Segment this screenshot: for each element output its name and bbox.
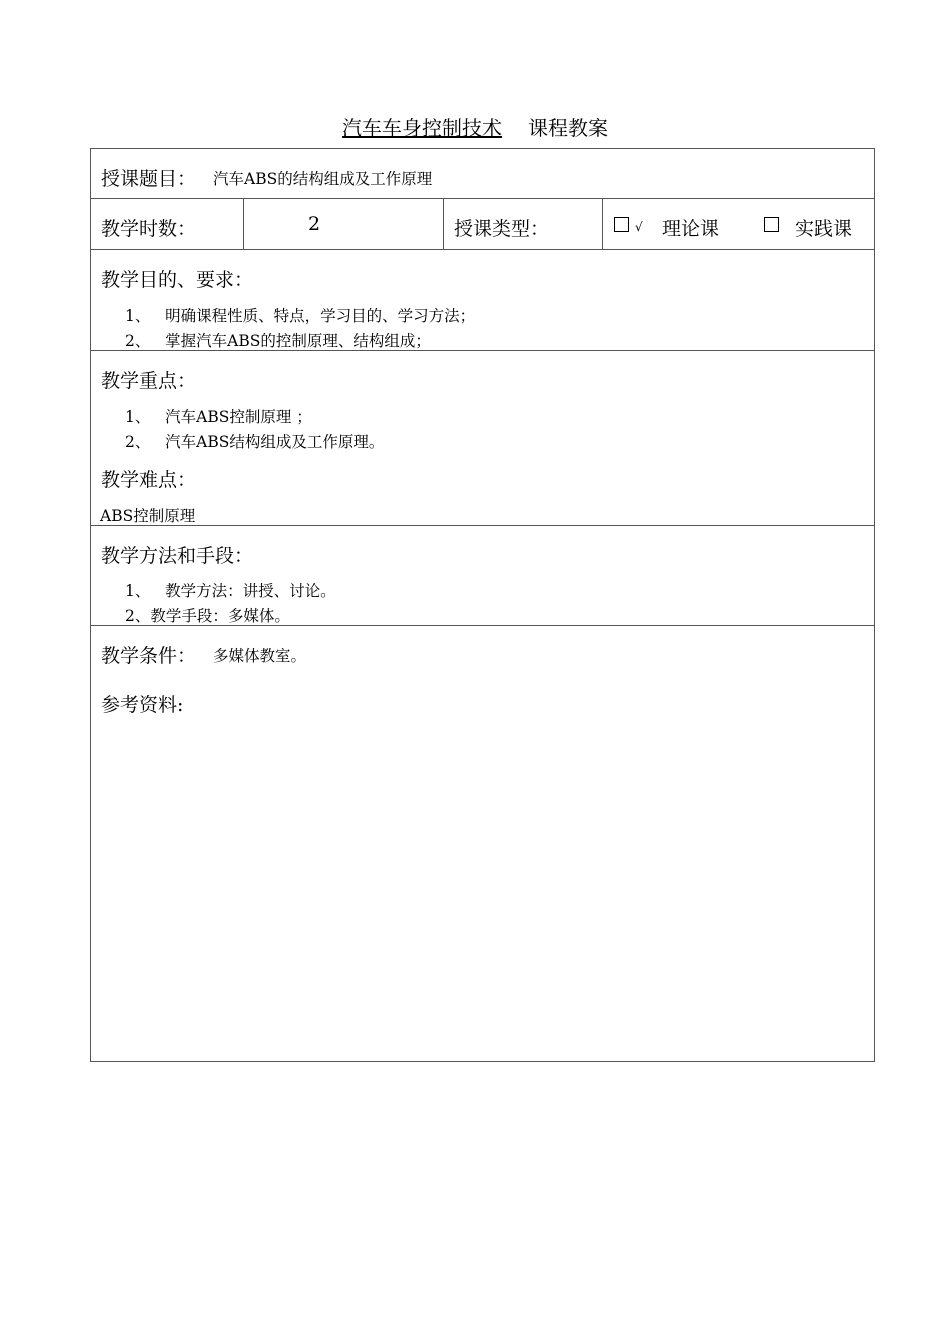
references-label: 参考资料:: [101, 694, 184, 716]
course-name: 汽车车身控制技术: [342, 116, 502, 140]
lesson-plan-table: [90, 148, 875, 1062]
theory-checkbox[interactable]: [614, 217, 629, 232]
hours-row: [91, 199, 874, 250]
theory-option[interactable]: [614, 216, 643, 235]
difficulties-value: ABS控制原理: [100, 507, 196, 525]
topic-label: 授课题目：: [101, 168, 197, 190]
objective-item: 1、 明确课程性质、特点，学习目的、学习方法；: [125, 307, 476, 325]
objectives-row: [91, 250, 874, 351]
methods-row: [91, 526, 874, 626]
theory-label: 理论课: [662, 218, 720, 240]
practice-option[interactable]: [764, 216, 779, 235]
key-point-item: 1、 汽车ABS控制原理 ；: [125, 408, 312, 426]
type-label: 授课类型：: [454, 218, 550, 240]
method-item: 2、教学手段：多媒体。: [125, 607, 290, 625]
doc-type: 课程教案: [528, 116, 608, 140]
divider: [602, 199, 603, 249]
hours-value: 2: [308, 213, 321, 235]
check-mark: √: [635, 220, 643, 234]
conditions-value: 多媒体教室。: [213, 647, 307, 665]
objectives-label: 教学目的、要求：: [101, 269, 254, 291]
difficulties-label: 教学难点：: [101, 469, 197, 491]
method-item: 1、 教学方法：讲授、讨论。: [125, 582, 336, 600]
document-title: [0, 112, 950, 141]
key-points-row: [91, 351, 874, 526]
objective-item: 2、 掌握汽车ABS的控制原理、结构组成；: [125, 332, 431, 350]
key-points-label: 教学重点：: [101, 370, 197, 392]
conditions-label: 教学条件：: [101, 645, 197, 667]
divider: [243, 199, 244, 249]
topic-value: 汽车ABS的结构组成及工作原理: [213, 170, 433, 188]
key-point-item: 2、 汽车ABS结构组成及工作原理。: [125, 433, 385, 451]
methods-label: 教学方法和手段：: [101, 545, 254, 567]
hours-label: 教学时数：: [101, 218, 197, 240]
practice-label: 实践课: [795, 218, 853, 240]
divider: [443, 199, 444, 249]
topic-row: [91, 149, 874, 199]
practice-checkbox[interactable]: [764, 217, 779, 232]
conditions-row: [91, 626, 874, 1061]
